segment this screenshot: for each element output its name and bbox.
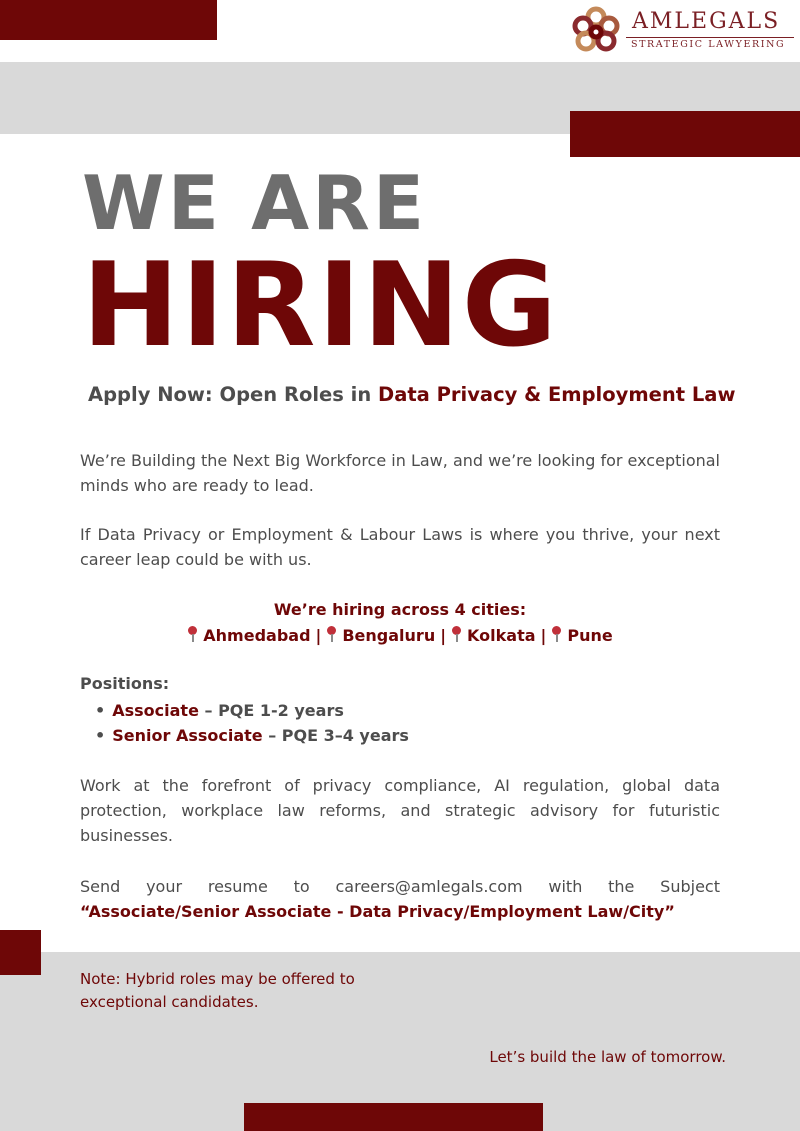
- city-name: Ahmedabad: [203, 626, 311, 645]
- logo-divider: [626, 37, 794, 38]
- city-item: [551, 626, 612, 645]
- map-pin-icon: [451, 626, 462, 643]
- intro-paragraph-1: We’re Building the Next Big Workforce in Law, and we’re looking for exceptional minds who are ready to lead.: [80, 451, 720, 495]
- brand-name: AMLEGALS: [632, 9, 781, 34]
- city-item: [326, 626, 435, 645]
- city-separator: |: [315, 626, 322, 645]
- city-name: Pune: [567, 626, 613, 645]
- cities-section: [80, 597, 720, 649]
- position-item: [95, 698, 409, 723]
- footer-tagline: Let’s build the law of tomorrow.: [489, 1048, 726, 1066]
- apply-subject: “Associate/Senior Associate - Data Privacy/Employment Law/City”: [80, 902, 675, 921]
- headline-hiring: HIRING: [82, 238, 560, 373]
- subheading-prefix: Apply Now: Open Roles in: [88, 383, 379, 406]
- cities-heading: We’re hiring across 4 cities:: [273, 600, 527, 619]
- cities-list: [80, 623, 720, 649]
- top-left-accent-bar: [0, 0, 217, 40]
- hybrid-note: Note: Hybrid roles may be offered to exceptional candidates.: [80, 970, 355, 1011]
- position-detail: – PQE 1-2 years: [198, 701, 344, 720]
- headline-we-are: WE ARE: [82, 159, 428, 247]
- map-pin-icon: [187, 626, 198, 643]
- work-paragraph: Work at the forefront of privacy compliance, AI regulation, global data protection, workplace law reforms, and strategic advisory for futuristic businesses.: [80, 776, 720, 845]
- position-role: Associate: [112, 701, 199, 720]
- city-item: [187, 626, 310, 645]
- apply-instructions: Send your resume to careers@amlegals.com with the Subject: [80, 877, 720, 896]
- city-name: Kolkata: [467, 626, 536, 645]
- city-separator: |: [440, 626, 447, 645]
- position-detail: – PQE 3–4 years: [262, 726, 409, 745]
- positions-title: Positions:: [80, 674, 170, 693]
- position-item: [95, 723, 409, 748]
- apply-paragraph: [80, 874, 720, 924]
- interlocking-rings-logo-icon: [570, 6, 622, 56]
- map-pin-icon: [326, 626, 337, 643]
- top-right-accent-bar: [570, 111, 800, 157]
- brand-logo: [570, 6, 794, 56]
- city-name: Bengaluru: [342, 626, 436, 645]
- bottom-accent-bar: [244, 1103, 543, 1131]
- subheading-highlight: Data Privacy & Employment Law: [378, 383, 736, 406]
- positions-list: [95, 698, 409, 748]
- intro-paragraph-2: If Data Privacy or Employment & Labour Laws is where you thrive, your next career leap could be with us.: [80, 525, 720, 569]
- subheading: [88, 383, 735, 406]
- city-item: [451, 626, 535, 645]
- position-role: Senior Associate: [112, 726, 263, 745]
- map-pin-icon: [551, 626, 562, 643]
- city-separator: |: [540, 626, 547, 645]
- brand-tagline: STRATEGIC LAWYERING: [631, 39, 786, 50]
- left-accent-block: [0, 930, 41, 975]
